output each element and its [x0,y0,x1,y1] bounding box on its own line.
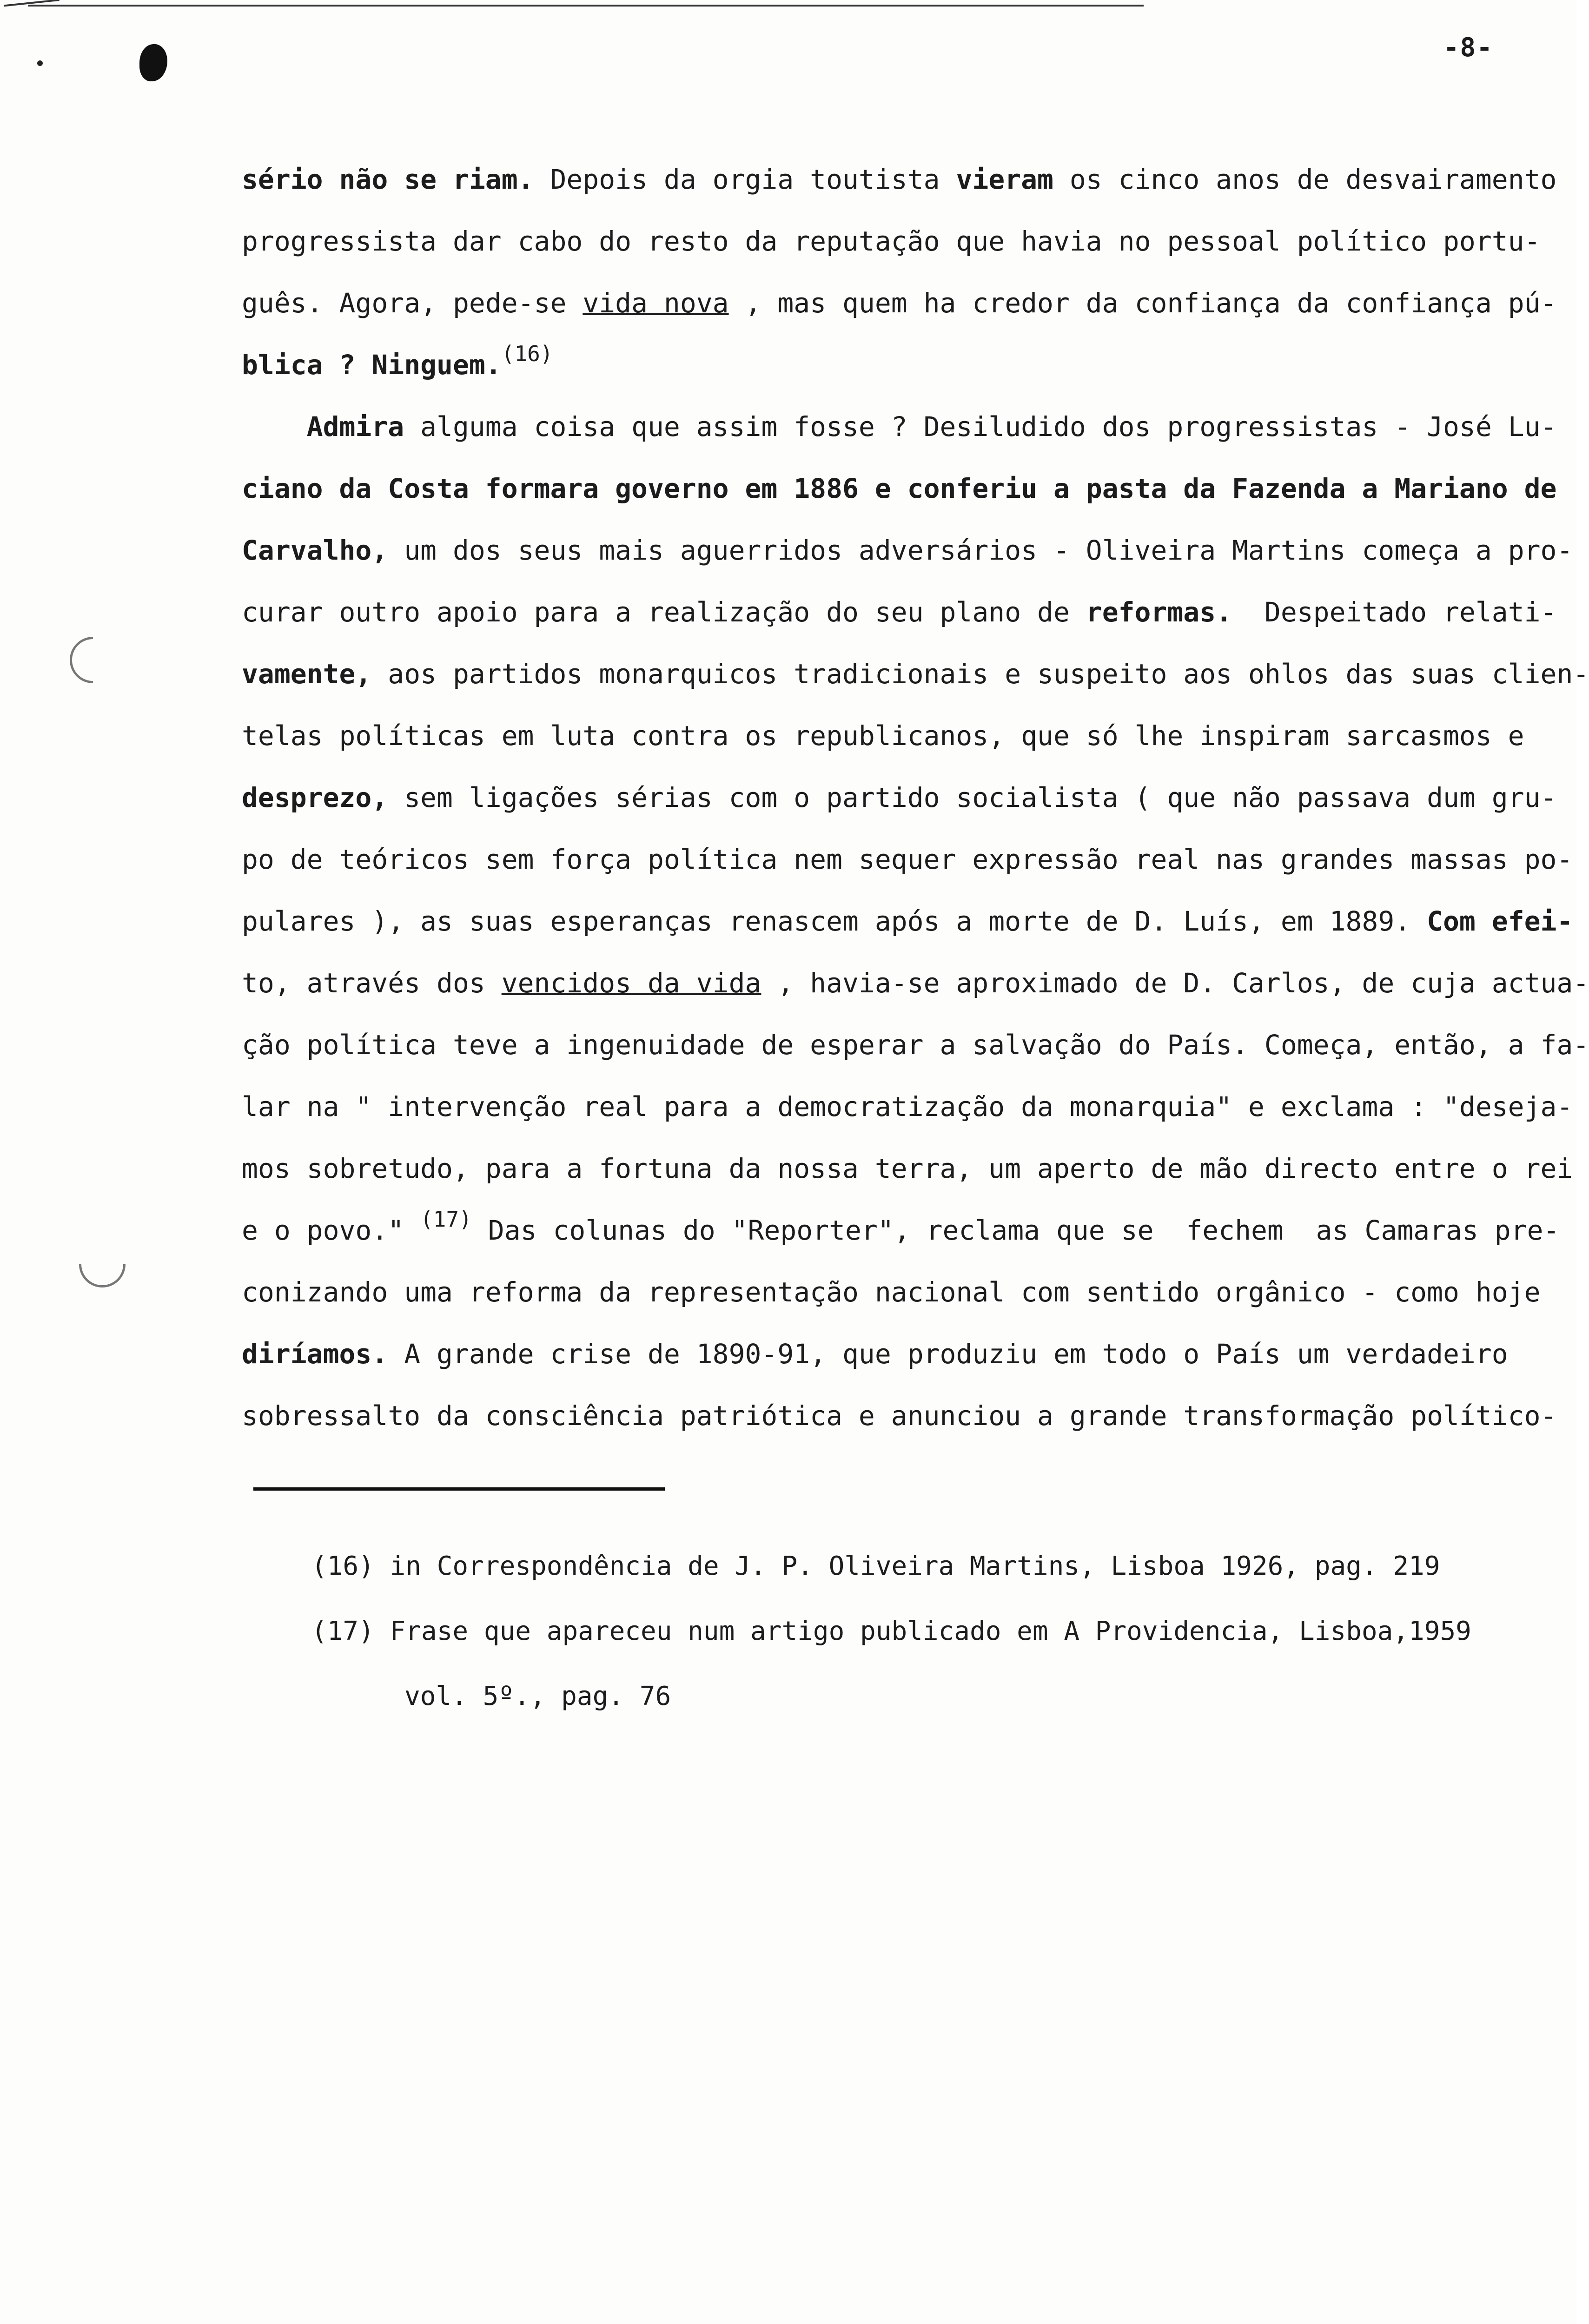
text-segment: conizando uma reforma da representação nacional com sentido orgânico - como hoje [242,1276,1541,1308]
body-line [242,1323,1520,1385]
body-line [242,1261,1541,1323]
text-segment: ciano da Costa formara governo em 1886 e conferiu a pasta da Fazenda a Mariano de [242,473,1557,504]
text-segment: A grande crise de 1890-91, que produziu em todo o País um verdadeiro [388,1338,1508,1370]
body-line [242,829,1573,891]
body-line [242,1014,1589,1076]
footnote-reference: (17) [420,1207,472,1232]
body-line [242,211,1541,272]
punch-hole-mark-right [79,1241,126,1287]
body-line [242,1385,1557,1447]
body-line [242,705,1524,767]
text-segment: to, através dos [242,967,502,999]
text-segment: curar outro apoio para a realização do seu plano de [242,596,1086,628]
footnote-16: (16) in Correspondência de J. P. Oliveira Martins, Lisboa 1926, pag. 219 [311,1551,1440,1581]
top-edge-rule [28,5,1144,7]
text-segment: vamente, [242,658,372,690]
text-segment: Admira [242,411,404,442]
body-line [242,581,1557,643]
text-segment: Despeitado relati- [1232,596,1557,628]
corner-mark [4,0,61,25]
body-text [242,149,1589,1447]
text-segment: Depois da orgia toutista [534,164,956,195]
footnote-separator [253,1487,665,1491]
body-line [242,952,1589,1014]
ink-blot [139,44,167,81]
body-line [242,1076,1573,1138]
body-line [242,1138,1573,1200]
text-segment: mos sobretudo, para a fortuna da nossa terra, um aperto de mão directo entre o rei [242,1153,1573,1184]
body-line [242,272,1557,334]
text-segment: guês. Agora, pede-se [242,287,583,319]
text-segment: sério não se riam. [242,164,534,195]
ink-dot [37,60,43,66]
text-segment: vida nova [583,287,729,319]
footnote-17-continuation: vol. 5º., pag. 76 [404,1681,671,1711]
text-segment: progressista dar cabo do resto da reputação que havia no pessoal político portu- [242,225,1541,257]
text-segment: lar na " intervenção real para a democratização da monarquia" e exclama : "deseja- [242,1091,1573,1122]
text-segment: sobressalto da consciência patriótica e anunciou a grande transformação político- [242,1400,1557,1432]
body-line [242,767,1557,829]
text-segment: Carvalho, [242,535,388,566]
text-segment: e o povo." [242,1215,421,1246]
footnotes [311,1534,1520,1729]
body-line [242,458,1557,520]
text-segment: , mas quem ha credor da confiança da confiança pú- [728,287,1557,319]
text-segment: blica ? Ninguem. [242,349,502,381]
footnote-reference: (16) [501,341,553,366]
text-segment: Das colunas do "Reporter", reclama que se fechem as Camaras pre- [471,1215,1560,1246]
text-segment: vieram [956,164,1053,195]
body-line [242,643,1589,705]
text-segment: vencidos da vida [501,967,761,999]
text-segment: um dos seus mais aguerridos adversários - Oliveira Martins começa a pro- [388,535,1573,566]
body-line [242,334,1520,396]
text-segment: Com efei- [1427,905,1573,937]
text-segment: po de teóricos sem força política nem sequer expressão real nas grandes massas po- [242,844,1573,875]
body-line [242,149,1557,211]
text-segment: diríamos. [242,1338,388,1370]
body-line [242,396,1557,458]
text-segment: alguma coisa que assim fosse ? Desiludido dos progressistas - José Lu- [404,411,1557,442]
text-segment: reformas. [1086,596,1232,628]
text-segment: desprezo, [242,782,388,813]
body-line [242,520,1573,581]
punch-hole-mark-left [70,637,116,683]
text-segment: os cinco anos de desvairamento [1053,164,1557,195]
text-segment: aos partidos monarquicos tradicionais e suspeito aos ohlos das suas clien- [371,658,1589,690]
page-number: -8- [1443,33,1493,63]
footnote-17: (17) Frase que apareceu num artigo publicado em A Providencia, Lisboa,1959 [311,1616,1471,1646]
body-line [242,1200,1560,1261]
text-segment: sem ligações sérias com o partido socialista ( que não passava dum gru- [388,782,1557,813]
text-segment: ção política teve a ingenuidade de esperar a salvação do País. Começa, então, a fa- [242,1029,1589,1061]
text-segment: , havia-se aproximado de D. Carlos, de cuja actua- [761,967,1589,999]
body-line [242,891,1573,952]
text-segment: telas políticas em luta contra os republicanos, que só lhe inspiram sarcasmos e [242,720,1524,752]
text-segment: pulares ), as suas esperanças renascem após a morte de D. Luís, em 1889. [242,905,1427,937]
